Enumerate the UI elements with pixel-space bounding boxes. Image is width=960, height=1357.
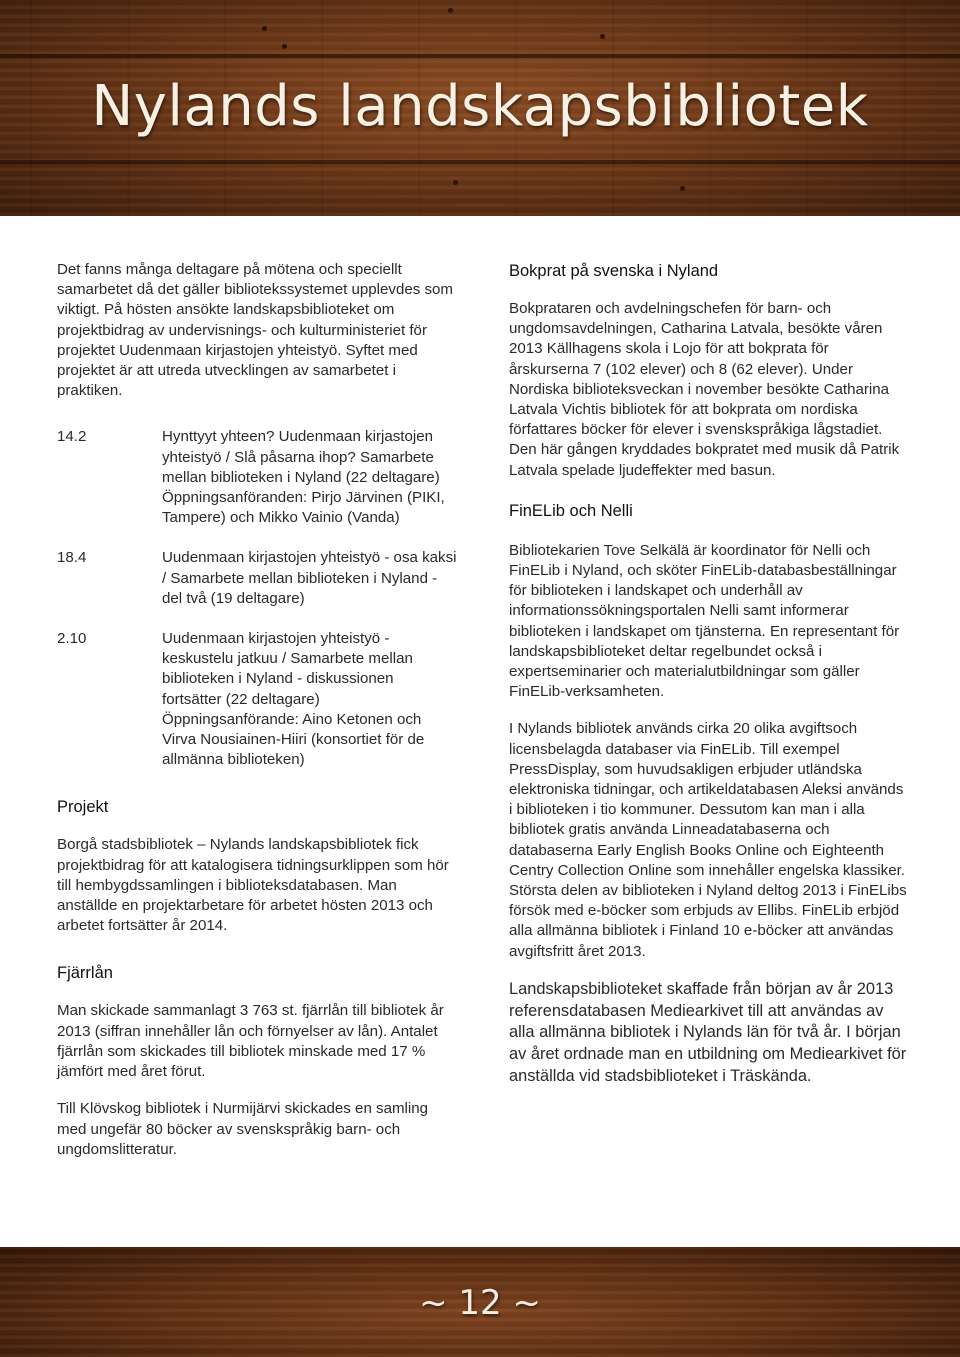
section-heading-finelib: FinELib och Nelli	[509, 501, 633, 520]
meeting-item	[57, 427, 457, 528]
meeting-item	[57, 629, 457, 770]
nail-icon	[282, 44, 287, 49]
left-column	[57, 260, 457, 1160]
intro-paragraph: Det fanns många deltagare på mötena och speciellt samarbetet då det gäller bibliotekssystemet upplevdes som viktigt. På hösten ansökte landskapsbiblioteket om projektbidrag av undervisnings- och kulturministeriet för projektet Uudenmaan kirjastojen yhteistyö. Syftet med projektet är att utreda utvecklingen av samarbetet i praktiken.	[57, 261, 453, 400]
page-title: Nylands landskapsbibliotek	[91, 74, 869, 139]
page-number: ~ 12 ~	[419, 1283, 541, 1323]
meeting-date: 18.4	[57, 549, 87, 567]
mediearkivet-paragraph: Landskapsbiblioteket skaffade från början av år 2013 referensdatabasen Mediearkivet till att användas av alla allmänna bibliotek i Nylands län för två år. I början av året ordnade man en utbildning om Mediearkivet för anställda vid stadsbiblioteket i Träskända.	[509, 979, 907, 1086]
fjarrlan-paragraph: Man skickade sammanlagt 3 763 st. fjärrlån till bibliotek år 2013 (siffran innehåller lån och förnyelser av lån). Antalet fjärrlån som skickades till bibliotek minskade med 17 % jämfört med året förut.	[57, 1002, 444, 1081]
meeting-text: Uudenmaan kirjastojen yhteistyö - keskustelu jatkuu / Samarbete mellan biblioteken i Nyland - diskussionen fortsätter (22 deltagare) Öppningsanförande: Aino Ketonen och Virva Nousiainen-Hiiri (konsortiet för de allmänna biblioteken)	[162, 630, 425, 769]
finelib-paragraph: Bibliotekarien Tove Selkälä är koordinator för Nelli och FinELib i Nyland, och sköter FinELib-databasbeställningar för biblioteken i landskapet och underhåll av informationssökningsportalen Nelli samt informerar biblioteken i landskapet om tjänsterna. En representant för landskapsbiblioteket deltar regelbundet också i expertseminarier och materialutbildningar som gäller FinELib-verksamheten.	[509, 541, 900, 701]
section-heading-bokprat: Bokprat på svenska i Nyland	[509, 262, 719, 280]
nail-icon	[262, 26, 267, 31]
nail-icon	[600, 34, 605, 39]
bokprat-paragraph: Bokprataren och avdelningschefen för barn- och ungdomsavdelningen, Catharina Latvala, besökte våren 2013 Källhagens skola i Lojo för att bokprata för årskurserna 7 (102 elever) och 8 (62 elever). Under Nordiska biblioteksveckan i november besökte Catharina Latvala Vichtis bibliotek för att bokprata om nordiska författares böcker för elever i svenskspråkiga lågstadiet. Den här gången kryddades bokpratet med musik då Patrik Latvala spelade ljudeffekter med basun.	[509, 300, 900, 479]
section-heading-fjarrlan: Fjärrlån	[57, 964, 113, 983]
meeting-date: 14.2	[57, 428, 87, 446]
nail-icon	[453, 180, 458, 185]
nail-icon	[680, 186, 685, 191]
section-heading-projekt: Projekt	[57, 798, 109, 817]
fjarrlan-paragraph: Till Klövskog bibliotek i Nurmijärvi skickades en samling med ungefär 80 böcker av svenskspråkig barn- och ungdomslitteratur.	[57, 1100, 429, 1158]
plank-seam	[0, 160, 960, 164]
wood-footer	[0, 1247, 960, 1357]
meeting-text: Uudenmaan kirjastojen yhteistyö - osa kaksi / Samarbete mellan biblioteken i Nyland - del två (19 deltagare)	[162, 549, 457, 607]
meeting-list	[57, 427, 457, 770]
projekt-paragraph: Borgå stadsbibliotek – Nylands landskapsbibliotek fick projektbidrag för att katalogisera tidningsurklippen som hör till hembygdssamlingen i biblioteksdatabasen. Man anställde en projektarbetare för arbetet hösten 2013 och arbetet fortsätter år 2014.	[57, 836, 449, 935]
meeting-item	[57, 548, 457, 609]
meeting-date: 2.10	[57, 630, 87, 648]
plank-seam	[0, 54, 960, 58]
wood-banner	[0, 0, 960, 216]
meeting-text: Hynttyyt yhteen? Uudenmaan kirjastojen yhteistyö / Slå påsarna ihop? Samarbete mellan biblioteken i Nyland (22 deltagare) Öppningsanföranden: Pirjo Järvinen (PIKI, Tampere) och Mikko Vainio (Vanda)	[162, 428, 445, 527]
nail-icon	[448, 8, 453, 13]
right-column	[509, 260, 909, 1088]
finelib-paragraph: I Nylands bibliotek används cirka 20 olika avgiftsoch licensbelagda databaser via FinELib. Till exempel PressDisplay, som huvudsakligen erbjuder utländska elektroniska tidningar, och artikeldatabasen Aleksi används i biblioteken i tio kommuner. Dessutom kan man i alla bibliotek gratis använda Linneadatabaserna och databaserna Early English Books Online och Eighteenth Centry Collection Online som innehåller engelska klassiker. Största delen av biblioteken i Nyland deltog 2013 i FinELibs försök med e-böcker som erbjuds av Ellibs. FinELib erbjöd alla allmänna bibliotek i Finland 10 e-böcker att användas avgiftsfritt året 2013.	[509, 720, 907, 960]
